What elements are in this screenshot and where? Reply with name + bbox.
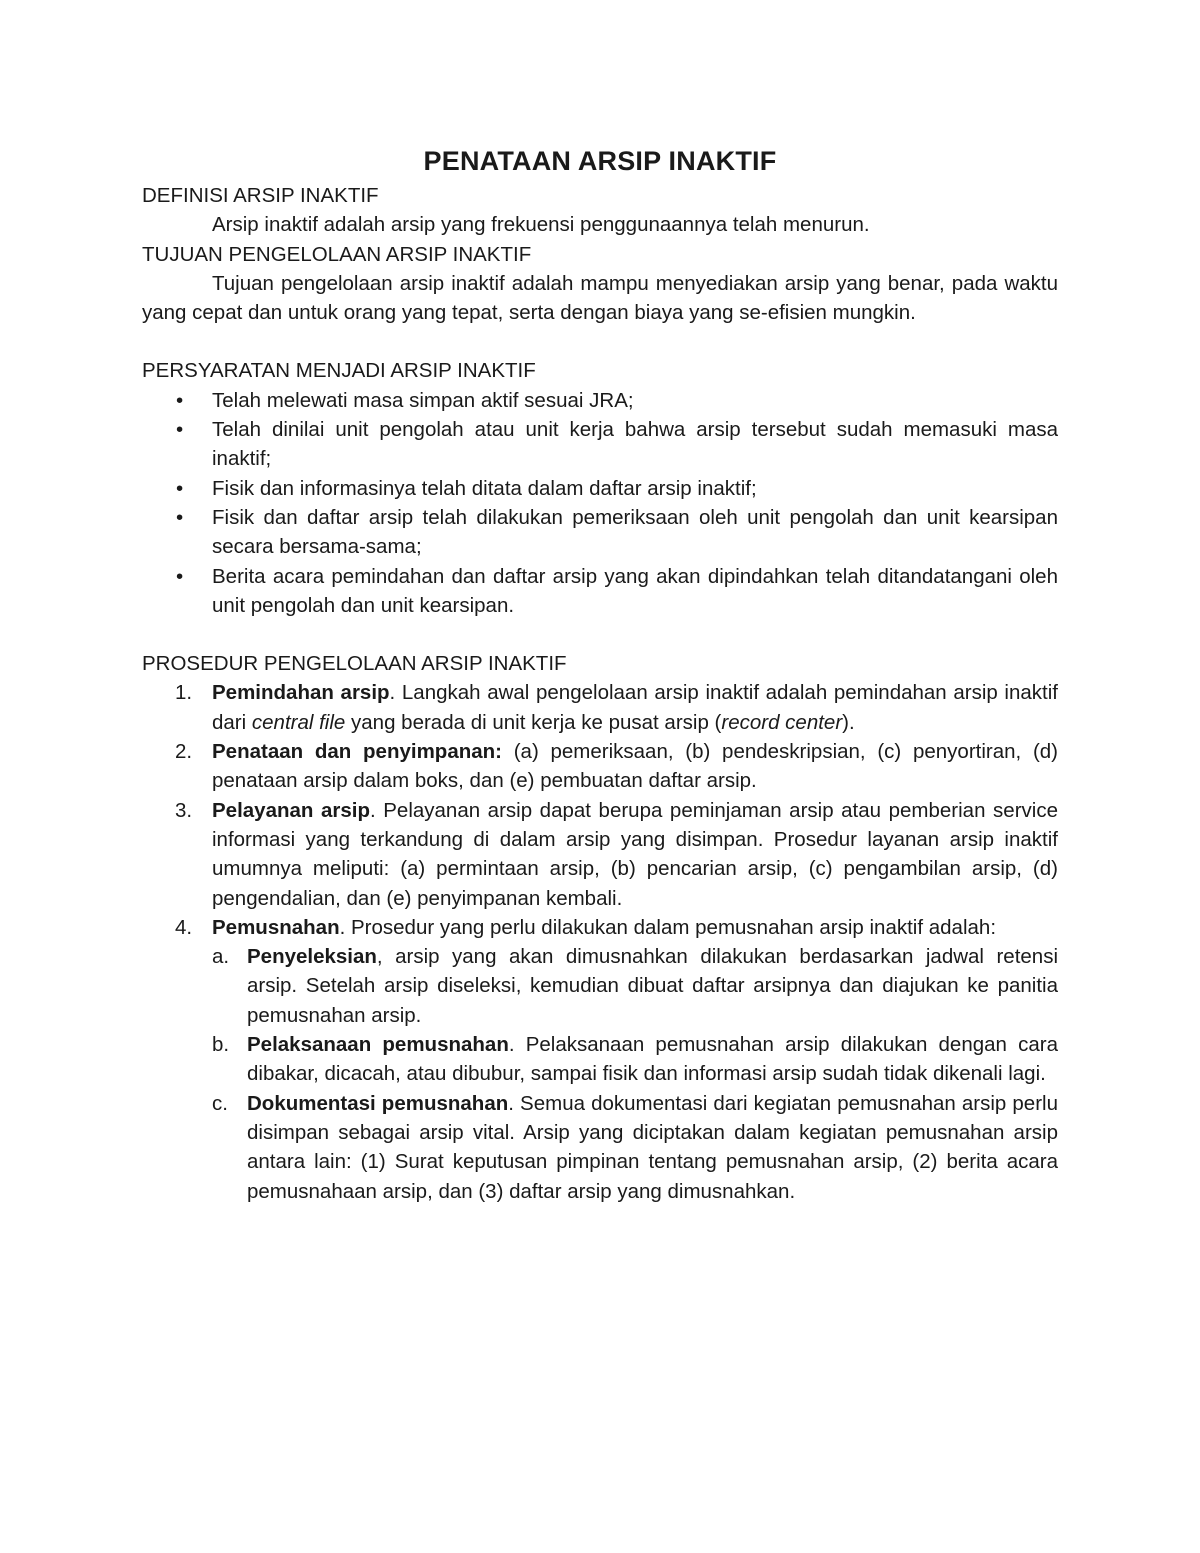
list-number: 3. <box>175 798 193 822</box>
list-item-text: Fisik dan daftar arsip telah dilakukan pemeriksaan oleh unit pengolah dan unit kearsipan secara bersama-sama; <box>212 505 1058 559</box>
list-item-text: Fisik dan informasinya telah ditata dalam daftar arsip inaktif; <box>212 476 757 500</box>
list-letter: b. <box>212 1033 230 1057</box>
list-item-text: Berita acara pemindahan dan daftar arsip yang akan dipindahkan telah ditandatangani oleh unit pengolah dan unit kearsipan. <box>212 564 1058 617</box>
document-title: PENATAAN ARSIP INAKTIF <box>423 146 777 176</box>
list-letter: c. <box>212 1091 228 1115</box>
prosedur-item-pemindahan <box>142 678 1058 737</box>
item-text: . Langkah awal pengelolaan arsip inaktif adalah pemindahan arsip inaktif dari <box>212 681 1058 734</box>
item-text: yang berada di unit kerja ke pusat arsip ( <box>345 710 722 734</box>
item-title: Pelayanan arsip <box>212 798 370 822</box>
prosedur-item-pelayanan <box>142 796 1058 913</box>
item-title: Penyeleksian <box>247 945 377 969</box>
prosedur-heading: PROSEDUR PENGELOLAAN ARSIP INAKTIF <box>142 652 567 676</box>
bullet-icon: • <box>176 505 184 529</box>
definisi-heading: DEFINISI ARSIP INAKTIF <box>142 184 379 207</box>
sublist-item-dokumentasi <box>142 1089 1058 1206</box>
persyaratan-list <box>142 386 1058 620</box>
persyaratan-heading: PERSYARATAN MENJADI ARSIP INAKTIF <box>142 359 536 383</box>
sublist-item-pelaksanaan <box>142 1030 1058 1089</box>
document-body <box>142 141 1058 1206</box>
sublist-item-penyeleksian <box>142 942 1058 1030</box>
item-title: Pemusnahan <box>212 915 340 939</box>
item-text: (a) pemeriksaan, (b) pendeskripsian, (c) penyortiran, (d) penataan arsip dalam boks, dan (e) pembuatan daftar arsip. <box>212 740 1058 793</box>
list-number: 1. <box>175 681 193 705</box>
item-title: Pelaksanaan pemusnahan <box>247 1033 509 1057</box>
section-spacer <box>142 327 1058 356</box>
bullet-icon: • <box>176 564 184 588</box>
item-italic-term: central file <box>251 710 346 734</box>
section-spacer <box>142 620 1058 649</box>
prosedur-list <box>142 678 1058 942</box>
bullet-icon: • <box>176 418 184 442</box>
item-text: . Pelayanan arsip dapat berupa peminjaman arsip atau pemberian service informasi yang terkandung di dalam arsip yang disimpan. Prosedur layanan arsip inaktif umumnya meliputi: (a) permintaan arsip, (b) pencarian arsip, (c) pengambilan arsip, (d) pengendalian, dan (e) penyimpanan kembali. <box>212 798 1058 910</box>
prosedur-item-penataan <box>142 737 1058 796</box>
list-number: 4. <box>175 915 193 939</box>
item-italic-term: record center <box>721 710 843 734</box>
pemusnahan-sublist <box>142 942 1058 1206</box>
item-text: . Prosedur yang perlu dilakukan dalam pemusnahan arsip inaktif adalah: <box>339 915 997 939</box>
definisi-text: Arsip inaktif adalah arsip yang frekuensi penggunaannya telah menurun. <box>212 213 870 237</box>
list-item <box>142 386 1058 415</box>
list-item <box>142 503 1058 562</box>
list-item-text: Telah melewati masa simpan aktif sesuai JRA; <box>212 388 634 412</box>
bullet-icon: • <box>176 388 184 412</box>
list-item <box>142 415 1058 474</box>
item-text: , arsip yang akan dimusnahkan dilakukan berdasarkan jadwal retensi arsip. Setelah arsip diseleksi, kemudian dibuat daftar arsipnya dan diajukan ke panitia pemusnahan arsip. <box>247 945 1058 1027</box>
list-item <box>142 474 1058 503</box>
tujuan-heading: TUJUAN PENGELOLAAN ARSIP INAKTIF <box>142 242 532 266</box>
item-title: Dokumentasi pemusnahan <box>247 1091 509 1115</box>
item-text: . Semua dokumentasi dari kegiatan pemusnahan arsip perlu disimpan sebagai arsip vital. Arsip yang diciptakan dalam kegiatan pemusnahan arsip antara lain: (1) Surat keputusan pimpinan tentang pemusnahan arsip, (2) berita acara pemusnahaan arsip, dan (3) daftar arsip yang dimusnahkan. <box>247 1091 1058 1203</box>
item-title: Penataan dan penyimpanan: <box>212 740 502 764</box>
list-item <box>142 562 1058 621</box>
list-letter: a. <box>212 945 230 969</box>
list-number: 2. <box>175 740 193 764</box>
tujuan-text: Tujuan pengelolaan arsip inaktif adalah mampu menyediakan arsip yang benar, pada waktu yang cepat dan untuk orang yang tepat, serta dengan biaya yang se-efisien mungkin. <box>142 271 1058 325</box>
item-title: Pemindahan arsip <box>212 681 390 705</box>
prosedur-item-pemusnahan <box>142 913 1058 942</box>
item-text: ). <box>842 710 855 734</box>
item-text: . Pelaksanaan pemusnahan arsip dilakukan dengan cara dibakar, dicacah, atau dibubur, sampai fisik dan informasi arsip sudah tidak dikenali lagi. <box>247 1033 1058 1086</box>
list-item-text: Telah dinilai unit pengolah atau unit kerja bahwa arsip tersebut sudah memasuki masa inaktif; <box>212 418 1058 471</box>
bullet-icon: • <box>176 476 184 500</box>
